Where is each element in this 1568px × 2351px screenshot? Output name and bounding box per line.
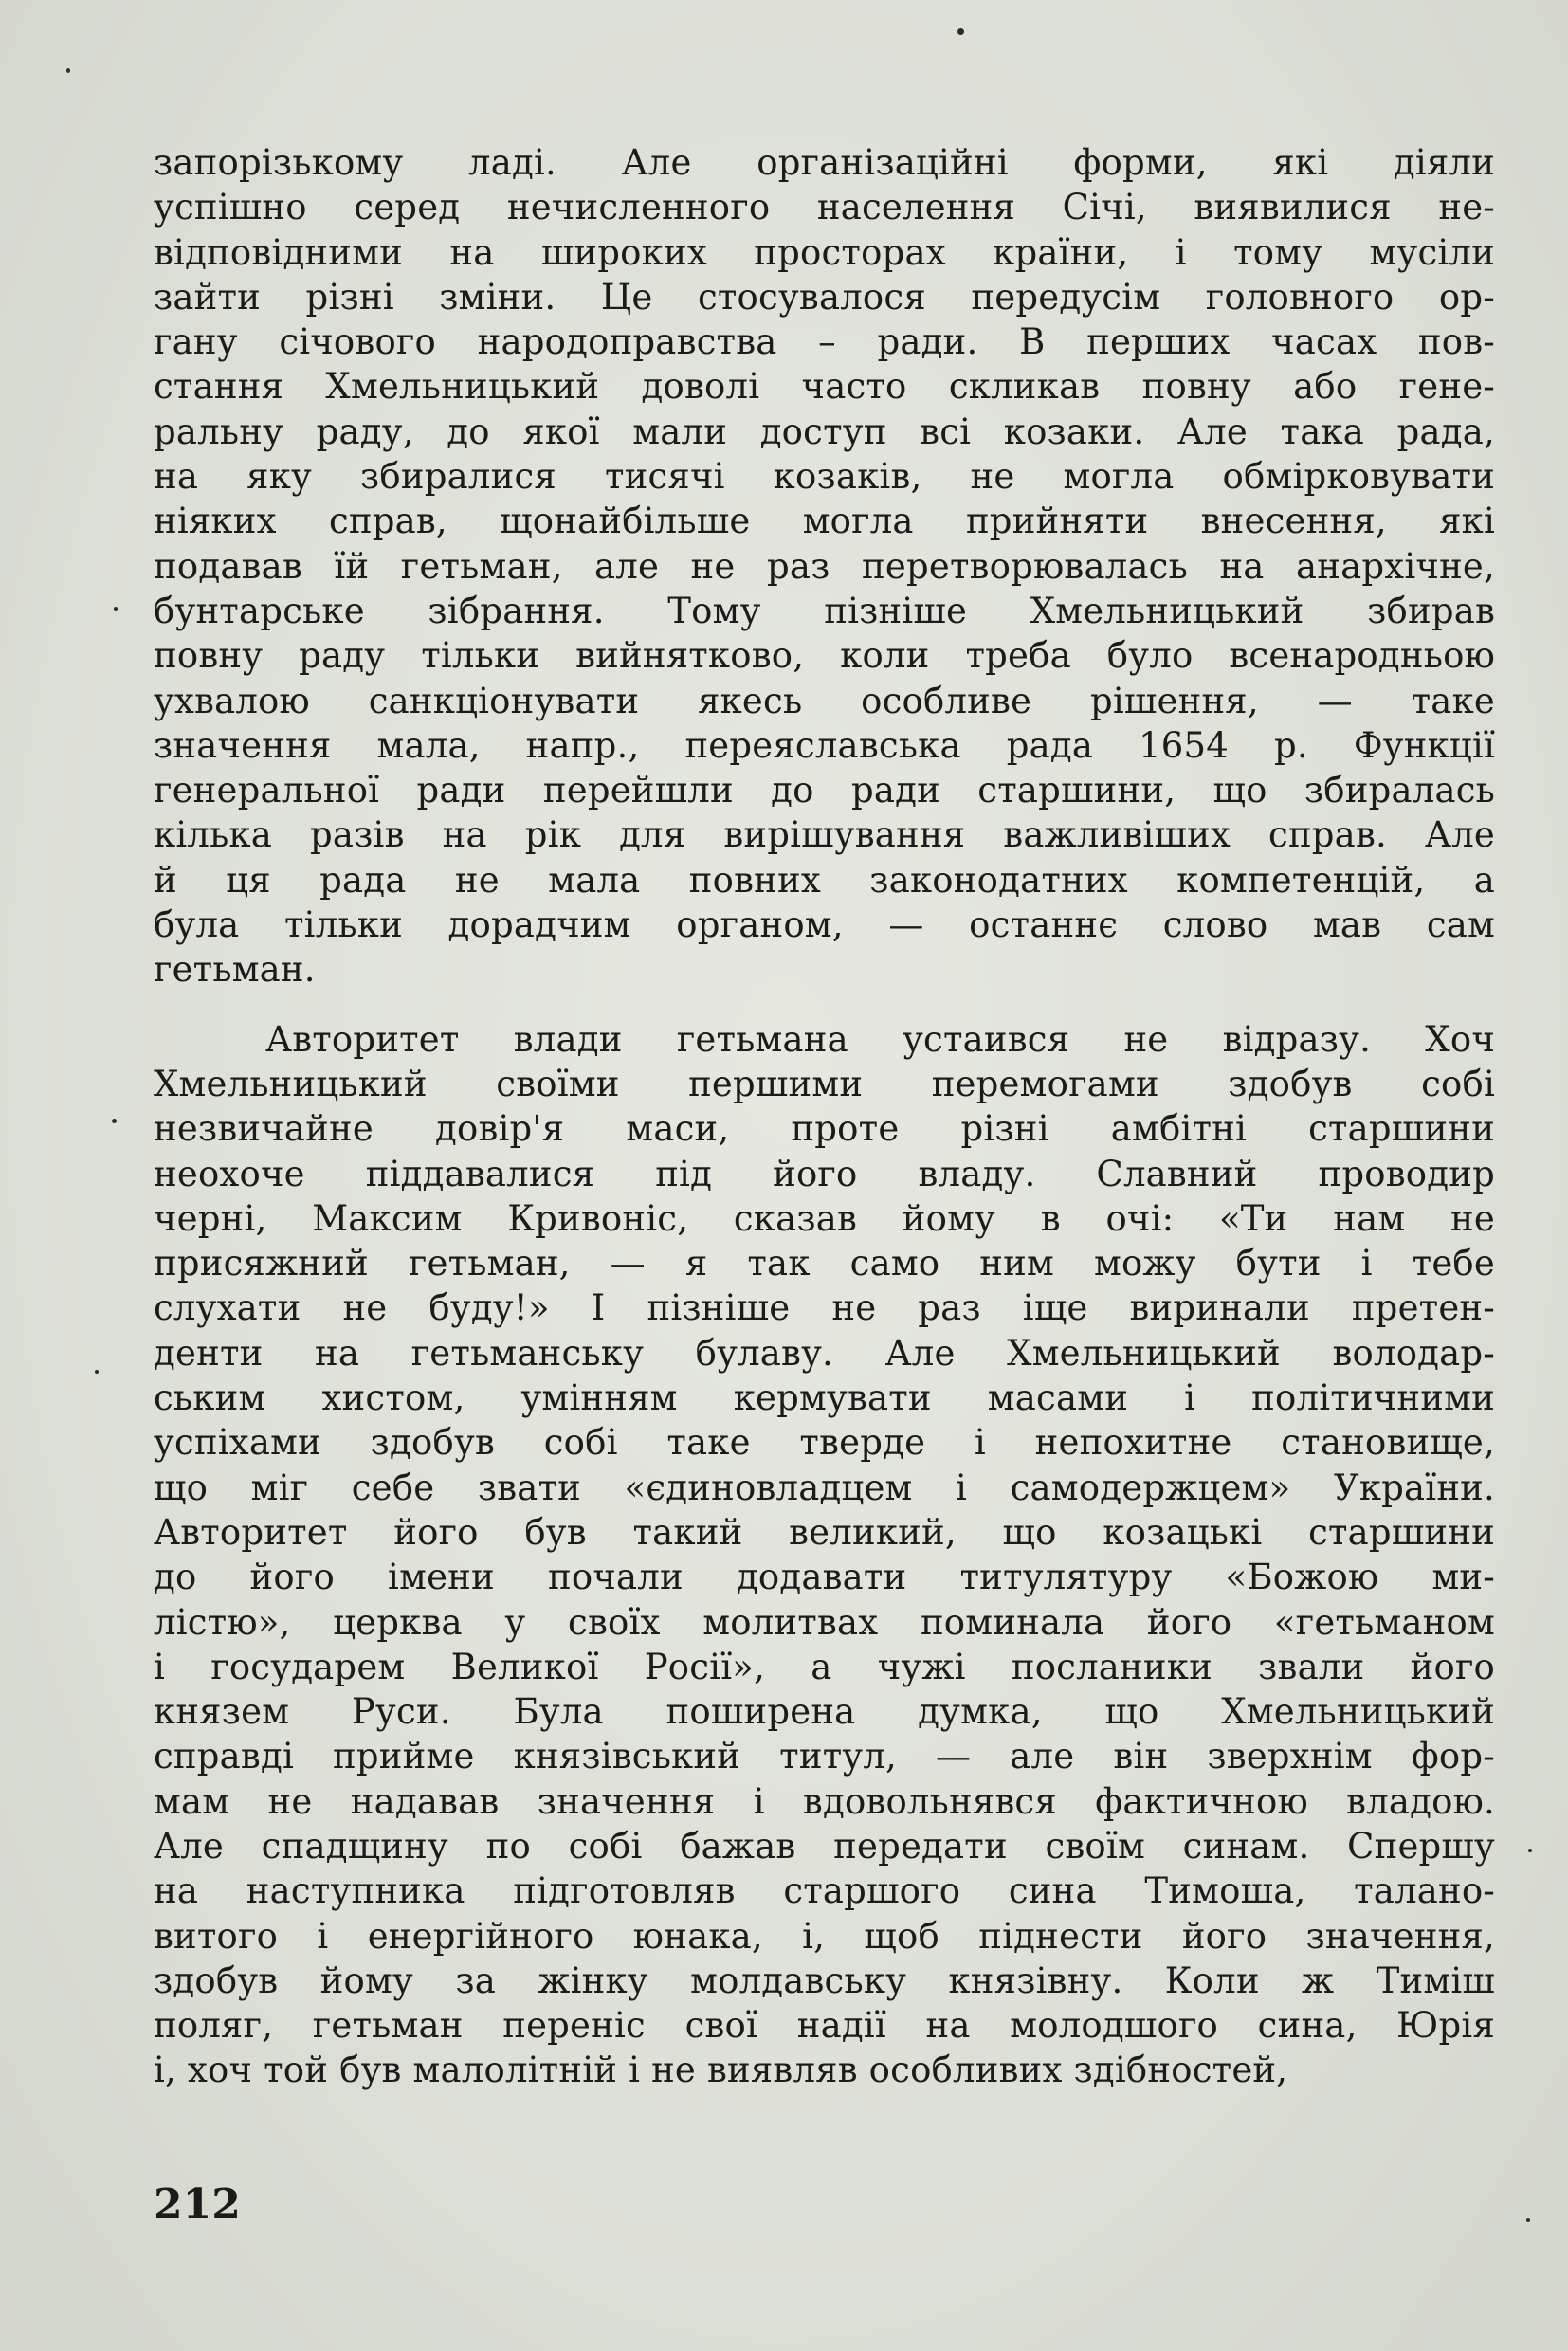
- text-line: і государем Великої Росії», а чужі посланики звали його: [154, 1646, 1495, 1687]
- text-line: Але спадщину по собі бажав передати своїм синам. Спершу: [154, 1825, 1495, 1867]
- text-line: слухати не буду!» І пізніше не раз іще виринали претен-: [154, 1287, 1495, 1329]
- text-line: лістю», церква у своїх молитвах поминала його «гетьманом: [154, 1601, 1495, 1643]
- text-line: кілька разів на рік для вирішування важливіших справ. Але: [154, 814, 1495, 856]
- print-speck: [114, 607, 118, 611]
- paragraph-spacer: [154, 993, 1495, 1017]
- text-line: подавав їй гетьман, але не раз перетворювалась на анархічне,: [154, 545, 1495, 587]
- text-line: зайти різні зміни. Це стосувалося передусім головного ор-: [154, 276, 1495, 318]
- text-line: черні, Максим Кривоніс, сказав йому в очі: «Ти нам не: [154, 1197, 1495, 1239]
- text-line: неохоче піддавалися під його владу. Славний проводир: [154, 1153, 1495, 1194]
- page-body-text: [154, 140, 1495, 2093]
- text-line: ніяких справ, щонайбільше могла прийняти внесення, які: [154, 501, 1495, 542]
- text-line: мам не надавав значення і вдовольнявся фактичною владою.: [154, 1780, 1495, 1822]
- text-line: гану січового народоправства – ради. В перших часах пов-: [154, 321, 1495, 363]
- text-line: стання Хмельницький доволі часто скликав повну або гене-: [154, 366, 1495, 408]
- text-line: і, хоч той був малолітній і не виявляв особливих здібностей,: [154, 2050, 1288, 2091]
- paragraph-2: [154, 1017, 1495, 2093]
- text-line: поляг, гетьман переніс свої надії на молодшого сина, Юрія: [154, 2005, 1495, 2047]
- text-line: справді прийме князівський титул, — але він зверхнім фор-: [154, 1736, 1495, 1777]
- text-line: князем Руси. Була поширена думка, що Хмельницький: [154, 1691, 1495, 1733]
- text-line: бунтарське зібрання. Тому пізніше Хмельницький збирав: [154, 590, 1495, 631]
- text-line: Авторитет його був такий великий, що козацькі старшини: [154, 1511, 1495, 1553]
- text-line: генеральної ради перейшли до ради старшини, що збиралась: [154, 770, 1495, 811]
- text-line: успішно серед нечисленного населення Січі, виявилися не-: [154, 187, 1495, 228]
- print-speck: [112, 1119, 117, 1123]
- page-number: 212: [154, 2180, 241, 2229]
- print-speck: [1528, 1849, 1532, 1852]
- text-line: відповідними на широких просторах країни, і тому мусіли: [154, 231, 1495, 273]
- text-line: присяжний гетьман, — я так само ним можу бути і тебе: [154, 1243, 1495, 1285]
- text-line: повну раду тільки вийнятково, коли треба було всенародньою: [154, 635, 1495, 677]
- text-line: ським хистом, умінням кермувати масами і політичними: [154, 1377, 1495, 1419]
- text-line: значення мала, напр., переяславська рада 1654 р. Функції: [154, 724, 1495, 766]
- text-line: була тільки дорадчим органом, — останнє слово мав сам: [154, 904, 1495, 946]
- text-line: Авторитет влади гетьмана устаився не відразу. Хоч: [265, 1018, 1495, 1060]
- text-line: здобув йому за жінку молдавську князівну. Коли ж Тиміш: [154, 1959, 1495, 2001]
- paragraph-1: [154, 140, 1495, 993]
- text-line: успіхами здобув собі таке тверде і непохитне становище,: [154, 1422, 1495, 1464]
- text-line: Хмельницький своїми першими перемогами здобув собі: [154, 1063, 1495, 1104]
- text-line: що міг себе звати «єдиновладцем і самодержцем» України.: [154, 1467, 1495, 1508]
- text-line: й ця рада не мала повних законодатних компетенцій, а: [154, 859, 1495, 901]
- print-speck: [95, 1370, 99, 1374]
- text-line: ральну раду, до якої мали доступ всі козаки. Але така рада,: [154, 410, 1495, 452]
- text-line: денти на гетьманську булаву. Але Хмельницький володар-: [154, 1332, 1495, 1374]
- text-line: запорізькому ладі. Але організаційні форми, які діяли: [154, 142, 1495, 183]
- text-line: на яку збиралися тисячі козаків, не могла обмірковувати: [154, 456, 1495, 498]
- text-line: на наступника підготовляв старшого сина Тимоша, талано-: [154, 1870, 1495, 1912]
- text-line: ухвалою санкціонувати якесь особливе рішення, — таке: [154, 680, 1495, 721]
- print-speck: [66, 68, 70, 73]
- print-speck: [957, 28, 964, 35]
- text-line: до його імени почали додавати титулятуру «Божою ми-: [154, 1557, 1495, 1598]
- text-line: незвичайне довір'я маси, проте різні амбітні старшини: [154, 1108, 1495, 1150]
- print-speck: [1526, 2218, 1530, 2222]
- text-line: гетьман.: [154, 949, 316, 991]
- text-line: витого і енергійного юнака, і, щоб піднести його значення,: [154, 1915, 1495, 1957]
